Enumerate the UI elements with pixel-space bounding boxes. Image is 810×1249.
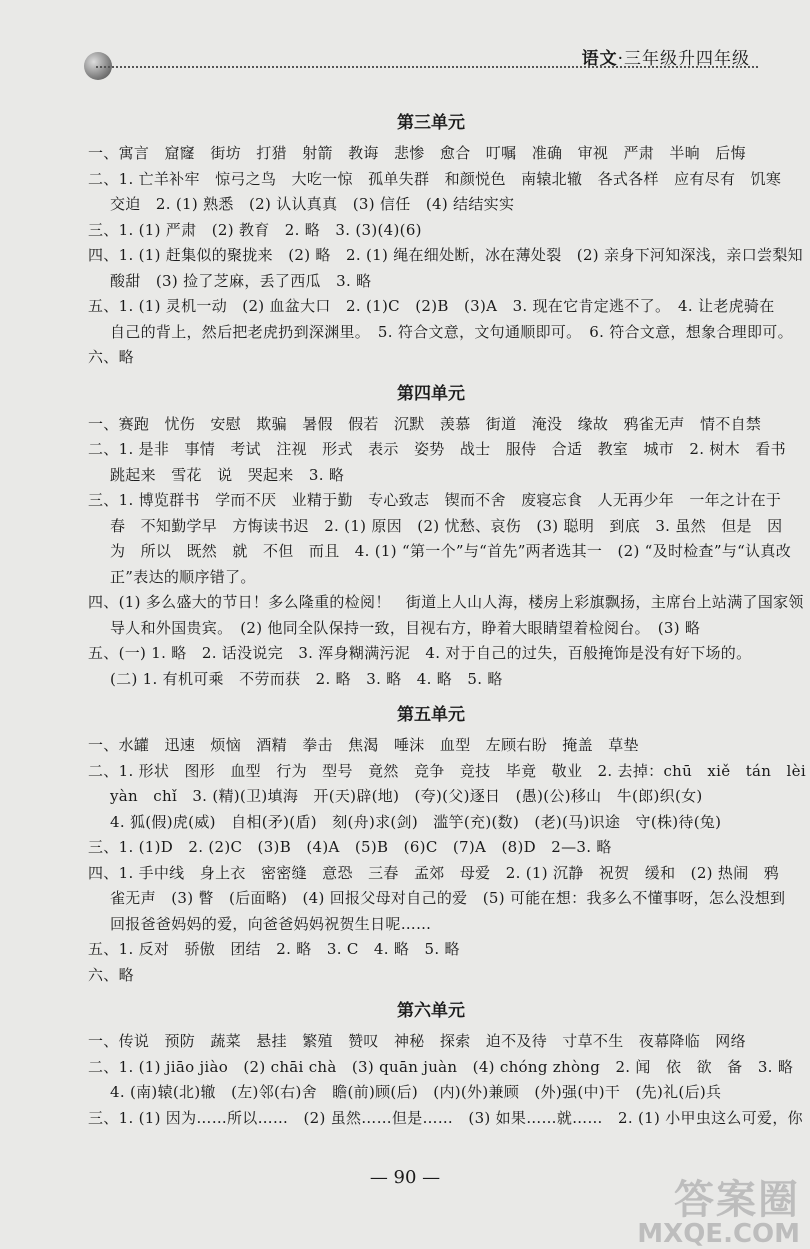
unit-section xyxy=(88,379,804,693)
answer-line: 四、(1) 多么盛大的节日！多么隆重的检阅！ 街道上人山人海，楼房上彩旗飘扬，主席台上站满了国家领 xyxy=(88,593,804,611)
running-header xyxy=(582,44,750,69)
answer-line: 一、寓言 窟窿 街坊 打猎 射箭 教诲 悲惨 愈合 叮嘱 准确 审视 严肃 半晌 后悔 xyxy=(88,144,746,162)
answer-line: 导人和外国贵宾。 (2) 他同全队保持一致，目视右方，睁着大眼睛望着检阅台。 (3) 略 xyxy=(110,618,701,637)
answer-line: 三、1. (1)D 2. (2)C (3)B (4)A (5)B (6)C (7)A (8)D 2—3. 略 xyxy=(88,838,612,856)
answer-line: 自己的背上，然后把老虎扔到深渊里。 5. 符合文意，文句通顺即可。 6. 符合文意，想象合理即可。 xyxy=(110,322,793,341)
answer-line: (二) 1. 有机可乘 不劳而获 2. 略 3. 略 4. 略 5. 略 xyxy=(110,669,503,688)
answer-line: 五、(一) 1. 略 2. 话没说完 3. 浑身糊满污泥 4. 对于自己的过失，百般掩饰是没有好下场的。 xyxy=(88,644,752,662)
answer-line: 一、传说 预防 蔬菜 悬挂 繁殖 赞叹 神秘 探索 迫不及待 寸草不生 夜幕降临 网络 xyxy=(88,1032,746,1050)
answer-line: 三、1. (1) 因为……所以…… (2) 虽然……但是…… (3) 如果……就…… 2. (1) 小甲虫这么可爱，你 xyxy=(88,1108,803,1127)
answer-line: 雀无声 (3) 瞥 (后面略) (4) 回报父母对自己的爱 (5) 可能在想：我多么不懂事呀，怎么没想到 xyxy=(110,889,786,907)
watermark-text-big: 答案圈 xyxy=(674,1177,800,1223)
answer-line: 为 所以 既然 就 不但 而且 4. (1) “第一个”与“首先”两者选其一 (2) “及时检查”与“认真改 xyxy=(110,542,791,560)
answer-line: 4. (南)辕(北)辙 (左)邻(右)舍 瞻(前)顾(后) (内)(外)兼顾 (外)强(中)干 (先)礼(后)兵 xyxy=(110,1083,722,1101)
unit-title: 第五单元 xyxy=(397,705,465,725)
answer-line: 二、1. 是非 事情 考试 注视 形式 表示 姿势 战士 服侍 合适 教室 城市 2. 树木 看书 xyxy=(88,440,786,458)
answer-line: 四、1. 手中线 身上衣 密密缝 意恐 三春 孟郊 母爱 2. (1) 沉静 祝贺 缓和 (2) 热闹 鸦 xyxy=(88,863,780,882)
unit-title: 第四单元 xyxy=(397,383,465,404)
answer-line: 二、1. (1) jiāo jiào (2) chāi chà (3) quān juàn (4) chóng zhòng 2. 闻 依 欲 备 3. 略 xyxy=(88,1057,794,1076)
answer-line: 一、赛跑 忧伤 安慰 欺骗 暑假 假若 沉默 羡慕 街道 淹没 缘故 鸦雀无声 情不自禁 xyxy=(88,414,762,433)
answer-line: 交迫 2. (1) 熟悉 (2) 认认真真 (3) 信任 (4) 结结实实 xyxy=(110,195,515,213)
answer-line: 正”表达的顺序错了。 xyxy=(110,567,256,586)
answer-line: 酸甜 (3) 捡了芝麻，丢了西瓜 3. 略 xyxy=(110,271,372,290)
unit-title: 第六单元 xyxy=(397,1001,465,1021)
unit-section xyxy=(88,996,803,1131)
unit-section xyxy=(88,700,806,988)
answer-line: 五、1. 反对 骄傲 团结 2. 略 3. C 4. 略 5. 略 xyxy=(88,940,460,958)
unit-title: 第三单元 xyxy=(397,113,465,133)
page-number: — 90 — xyxy=(369,1167,441,1188)
answer-line: yàn chǐ 3. (精)(卫)填海 开(天)辟(地) (夸)(父)逐日 (愚)(公)移山 牛(郎)织(女) xyxy=(110,787,703,805)
answer-line: 回报爸爸妈妈的爱，向爸爸妈妈祝贺生日呢…… xyxy=(110,914,432,933)
answer-line: 四、1. (1) 赶集似的聚拢来 (2) 略 2. (1) 绳在细处断，冰在薄处裂 (2) 亲身下河知深浅，亲口尝梨知 xyxy=(88,246,803,264)
answer-line: 三、1. 博览群书 学而不厌 业精于勤 专心致志 锲而不舍 废寝忘食 人无再少年 一年之计在于 xyxy=(88,491,782,509)
answer-line: 二、1. 亡羊补牢 惊弓之鸟 大吃一惊 孤单失群 和颜悦色 南辕北辙 各式各样 应有尽有 饥寒 xyxy=(88,169,782,188)
answer-line: 五、1. (1) 灵机一动 (2) 血盆大口 2. (1)C (2)B (3)A 3. 现在它肯定逃不了。 4. 让老虎骑在 xyxy=(88,297,775,315)
watermark-text-small: MXQE.COM xyxy=(637,1219,800,1249)
answer-line: 六、略 xyxy=(88,348,134,366)
answer-line: 一、水罐 迅速 烦恼 酒精 拳击 焦渴 唾沫 血型 左顾右盼 掩盖 草垫 xyxy=(88,736,639,754)
header-subject: 语文 xyxy=(581,49,618,69)
answer-line: 春 不知勤学早 方悔读书迟 2. (1) 原因 (2) 忧愁、哀伤 (3) 聪明 到底 3. 虽然 但是 因 xyxy=(110,516,783,535)
watermark-logo xyxy=(637,1168,800,1249)
answer-line: 跳起来 雪花 说 哭起来 3. 略 xyxy=(110,465,345,484)
answer-line: 二、1. 形状 图形 血型 行为 型号 竟然 竞争 竞技 毕竟 敬业 2. 去掉：chū xiě tán lèi xyxy=(88,761,806,780)
unit-section xyxy=(88,108,803,371)
answer-line: 三、1. (1) 严肃 (2) 教育 2. 略 3. (3)(4)(6) xyxy=(88,220,422,239)
header-grade: ·三年级升四年级 xyxy=(617,49,750,69)
answer-line: 4. 狐(假)虎(威) 自相(矛)(盾) 刻(舟)求(剑) 滥竽(充)(数) (老)(马)识途 守(株)待(兔) xyxy=(110,812,722,831)
answer-content xyxy=(88,100,806,1131)
answer-line: 六、略 xyxy=(88,965,134,984)
